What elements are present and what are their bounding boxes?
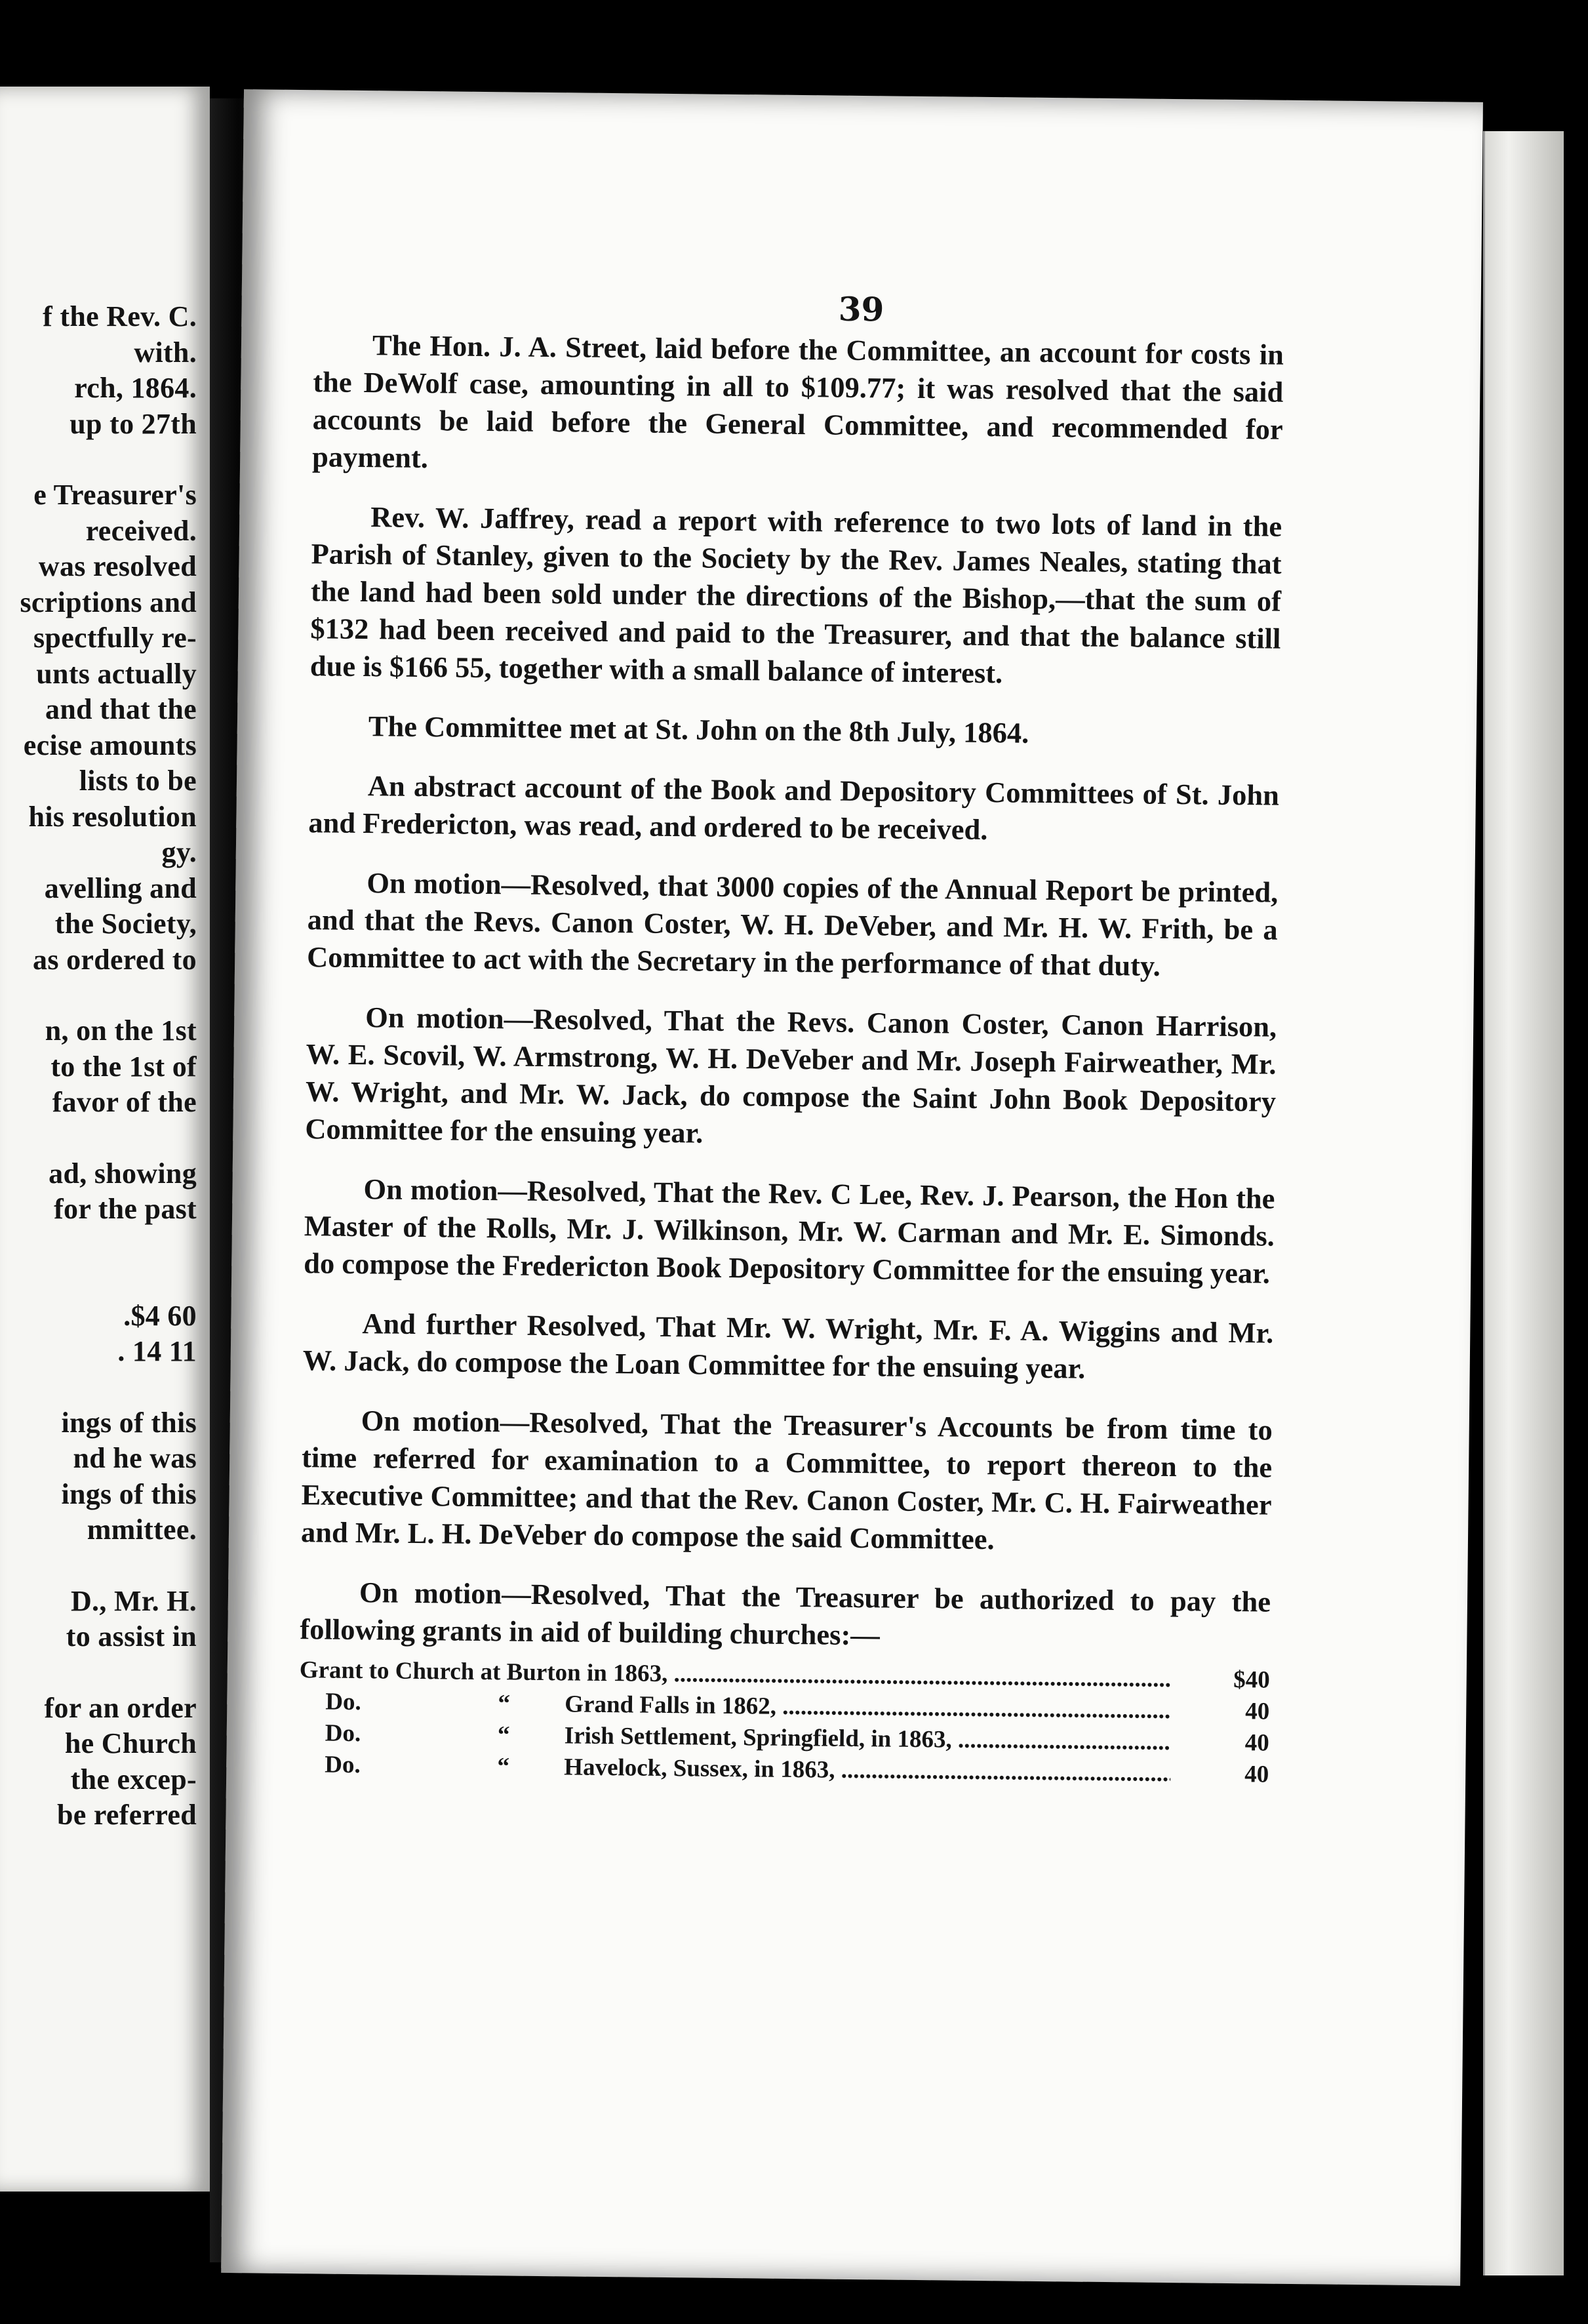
previous-page-line	[0, 978, 197, 1013]
previous-page-line: received.	[85, 514, 197, 547]
previous-page-line: spectfully re-	[33, 622, 197, 654]
paragraph-jaffrey-report: Rev. W. Jaffrey, read a report with reference to two lots of land in the Parish of Stanley, given to the Society by the Rev. James Neales, stating that the land had been sold under the directions of the Bishop,—that the sum of $132 had been received and paid to the Treasurer, and that the balance still due is $166 55, together with a small balance of interest.	[309, 500, 1282, 690]
previous-page-line	[0, 1121, 197, 1156]
grants-list	[298, 1654, 1270, 1790]
previous-page-line: gy.	[161, 836, 197, 868]
previous-page-line: ings of this	[61, 1406, 197, 1439]
ditto-mark: “	[497, 1721, 510, 1749]
previous-page-line: rch, 1864.	[74, 372, 197, 404]
page-number: 39	[838, 289, 884, 329]
previous-page-line: to the 1st of	[50, 1050, 197, 1083]
current-page	[221, 89, 1483, 2286]
previous-page-line: e Treasurer's	[33, 479, 197, 511]
paragraph-annual-report: On motion—Resolved, that 3000 copies of the Annual Report be printed, and that the Revs. Canon Coster, W. H. DeVeber, and Mr. H. W. Frith, be a Committee to act with the Secretary in the performance of that duty.	[306, 866, 1279, 982]
previous-page-line: as ordered to	[33, 943, 197, 976]
previous-page-line: to assist in	[66, 1620, 197, 1653]
paragraph-abstract-account: An abstract account of the Book and Depository Committees of St. John and Fredericton, was read, and ordered to be received.	[308, 769, 1280, 847]
grant-description: Grand Falls in 1862, .....	[565, 1689, 1171, 1727]
previous-page-line: was resolved	[38, 550, 197, 582]
previous-page-line: scriptions and	[20, 586, 197, 618]
previous-page-line: .$4 60	[123, 1299, 197, 1332]
grant-lead: Grant to Church at	[299, 1656, 501, 1686]
previous-page-line	[0, 1655, 197, 1691]
paragraph-treasurer-accounts: On motion—Resolved, That the Treasurer's Accounts be from time to time referred for examination to a Committee, to report thereon to the Executive Committee; and that the Rev. Canon Coster, Mr. C. H. Fairweather and Mr. L. H. DeVeber do compose the said Committee.	[300, 1404, 1273, 1556]
previous-page	[0, 87, 210, 2192]
previous-page-line: . 14 11	[117, 1335, 197, 1367]
previous-page-line	[0, 1548, 197, 1584]
previous-page-line: D., Mr. H.	[70, 1584, 197, 1617]
paragraph-building-grants: On motion—Resolved, That the Treasurer be authorized to pay the following grants in aid of building churches:—	[300, 1576, 1271, 1652]
previous-page-line: nd he was	[73, 1442, 197, 1474]
previous-page-line: his resolution	[28, 800, 197, 833]
grant-lead: Do.	[325, 1751, 361, 1779]
grant-lead: Do.	[325, 1688, 362, 1716]
previous-page-line: the excep-	[70, 1763, 197, 1795]
paragraph-loan-committee: And further Resolved, That Mr. W. Wright, Mr. F. A. Wiggins and Mr. W. Jack, do compose the Loan Committee for the ensuing year.	[302, 1307, 1274, 1385]
previous-page-line: up to 27th	[69, 407, 197, 440]
paragraph-street-account: The Hon. J. A. Street, laid before the Committee, an account for costs in the DeWolf case, amounting in all to $109.77; it was resolved that the said accounts be laid before the General Committee, and recommended for payment.	[311, 329, 1284, 475]
previous-page-line: and that the	[45, 693, 197, 725]
previous-page-line: with.	[134, 336, 197, 369]
grant-description: Irish Settlement, Springfield, in 1863, .....	[565, 1720, 1171, 1758]
ditto-mark: “	[498, 1690, 511, 1717]
previous-page-line	[0, 442, 197, 477]
previous-page-line: mmittee.	[87, 1513, 197, 1546]
grant-amount: 40	[1245, 1698, 1270, 1725]
previous-page-line: lists to be	[79, 765, 197, 797]
page-edge	[1483, 131, 1564, 2275]
previous-page-line: unts actually	[36, 657, 197, 690]
page-body	[298, 326, 1284, 1790]
paragraph-committee-met: The Committee met at St. John on the 8th July, 1864.	[368, 710, 1029, 750]
grant-description: Burton in 1863, .....	[506, 1656, 1172, 1695]
previous-page-line: ad, showing	[49, 1157, 197, 1190]
previous-page-line: favor of the	[52, 1086, 197, 1118]
previous-page-line: f the Rev. C.	[43, 300, 197, 332]
previous-page-line	[0, 1228, 197, 1263]
grant-amount: $40	[1233, 1666, 1270, 1694]
paragraph-saint-john-committee: On motion—Resolved, That the Revs. Canon Coster, Canon Harrison, W. E. Scovil, W. Armstrong, W. H. DeVeber and Mr. Joseph Fairweather, Mr. W. Wright, and Mr. W. Jack, do compose the Saint John Book Depository Committee for the ensuing year.	[305, 1001, 1277, 1150]
previous-page-line: avelling and	[44, 872, 197, 904]
previous-page-line: for an order	[44, 1691, 197, 1724]
previous-page-line: the Society,	[54, 908, 197, 940]
previous-page-line: n, on the 1st	[45, 1014, 197, 1047]
previous-page-line	[0, 1370, 197, 1405]
ditto-mark: “	[497, 1753, 510, 1780]
previous-page-line: he Church	[64, 1727, 197, 1759]
paragraph-fredericton-committee: On motion—Resolved, That the Rev. C Lee, Rev. J. Pearson, the Hon the Master of the Rolls, Mr. J. Wilkinson, Mr. W. Carman and Mr. E. Simonds. do compose the Fredericton Book Depository Committee for the ensuing year.	[304, 1172, 1275, 1290]
previous-page-text	[0, 299, 197, 1833]
previous-page-line: for the past	[54, 1193, 197, 1225]
previous-page-line: ecise amounts	[23, 729, 197, 761]
grant-amount: 40	[1244, 1729, 1269, 1757]
previous-page-line: be referred	[56, 1799, 197, 1831]
grant-amount: 40	[1244, 1761, 1269, 1788]
grant-lead: Do.	[325, 1719, 361, 1748]
grant-description: Havelock, Sussex, in 1863, .....	[564, 1752, 1170, 1790]
previous-page-line	[0, 1263, 197, 1298]
previous-page-line: ings of this	[61, 1477, 197, 1510]
